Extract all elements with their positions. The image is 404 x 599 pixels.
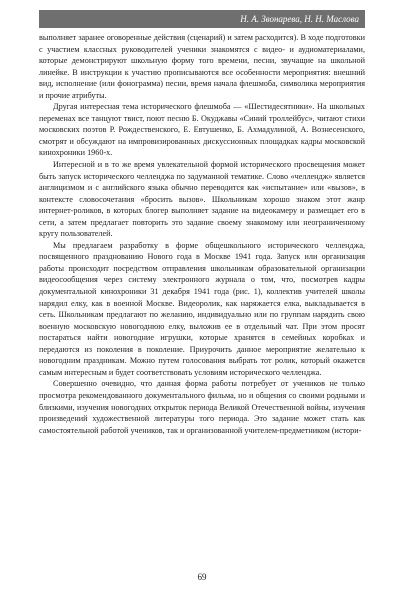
paragraph-3: Интересной и в то же время увлекательной формой исторического просвещения может быть запуск исторического челленджа по задуманной тематике. Слово «челлендж» является англицизмом и с английского языка обычно переводится как «испытание» или «вызов», в контексте словосочетания «бросить вызов». Школьникам хорошо знаком этот жанр интернет-роликов, в которых блогер выполняет задание на видеокамеру и размещает его в сети, а затем предлагает повторить это задание своему знакомому или неограниченному кругу пользователей.: [39, 160, 365, 239]
paragraph-2: Другая интересная тема исторического флешмоба — «Шестидесятники». На школьных переменах все танцуют твист, поют песню Б. Окуджавы «Синий троллейбус», читают стихи московских поэтов Р. Рождественского, Е. Евтушенко, Б. Ахмадулиной, А. Вознесенского, смотрят и обсуждают на импровизированных дискуссионных площадках кадры московской кинохроники 1960-х.: [39, 102, 365, 158]
paragraph-1: выполняет заранее оговоренные действия (сценарий) и затем расходится). В ходе подготовки с участием классных руководителей ученики знакомятся с видео- и аудиоматериалами, которые демонстрируют школьную форму того времени, песни, звучащие на школьной линейке. В инструкции к участию прописываются все особенности мероприятия: внешний вид, исполнение (или фонограмма) песни, время начала флешмоба, символика мероприятия и прочие атрибуты.: [39, 33, 365, 100]
paragraph-5: Совершенно очевидно, что данная форма работы потребует от учеников не только просмотра рекомендованного документального фильма, но и общения со своими родными и близкими, изучения новогодних открыток периода Великой Отечественной войны, изучения произведений художественной литературы того периода. Это задание может стать как самостоятельной работой учеников, так и организованной учителем-предметником (истори-: [39, 379, 365, 435]
page-body-text: [39, 32, 365, 436]
page-number: 69: [197, 572, 207, 582]
paragraph-4: Мы предлагаем разработку в форме общешкольного исторического челленджа, посвященного празднованию Нового года в Москве 1941 года. Запуск или организация работы происходит посредством отправления школьникам образовательной организации видеосообщения через систему электронного журнала о том, что, посмотрев кадры документальной кинохроники 31 декабря 1941 года (рис. 1), коллектив учителей школы нарядил елку, как в военной Москве. Видеоролик, как наряжается елка, выкладывается в сеть. Школьникам предлагают по желанию, индивидуально или по группам нарядить свою военную московскую новогоднюю елку, выложив ее в отдельный чат. При этом просят постараться найти новогодние игрушки, которые хранятся в семейных коробках и передаются из поколения в поколение. Приурочить данное мероприятие желательно к новогодним праздникам. Можно путем голосования выбрать тот ролик, который окажется самым интересным и будет соответствовать условиям исторического челленджа.: [39, 240, 365, 377]
running-head-authors: Н. А. Звонарева, Н. Н. Маслова: [39, 10, 365, 28]
